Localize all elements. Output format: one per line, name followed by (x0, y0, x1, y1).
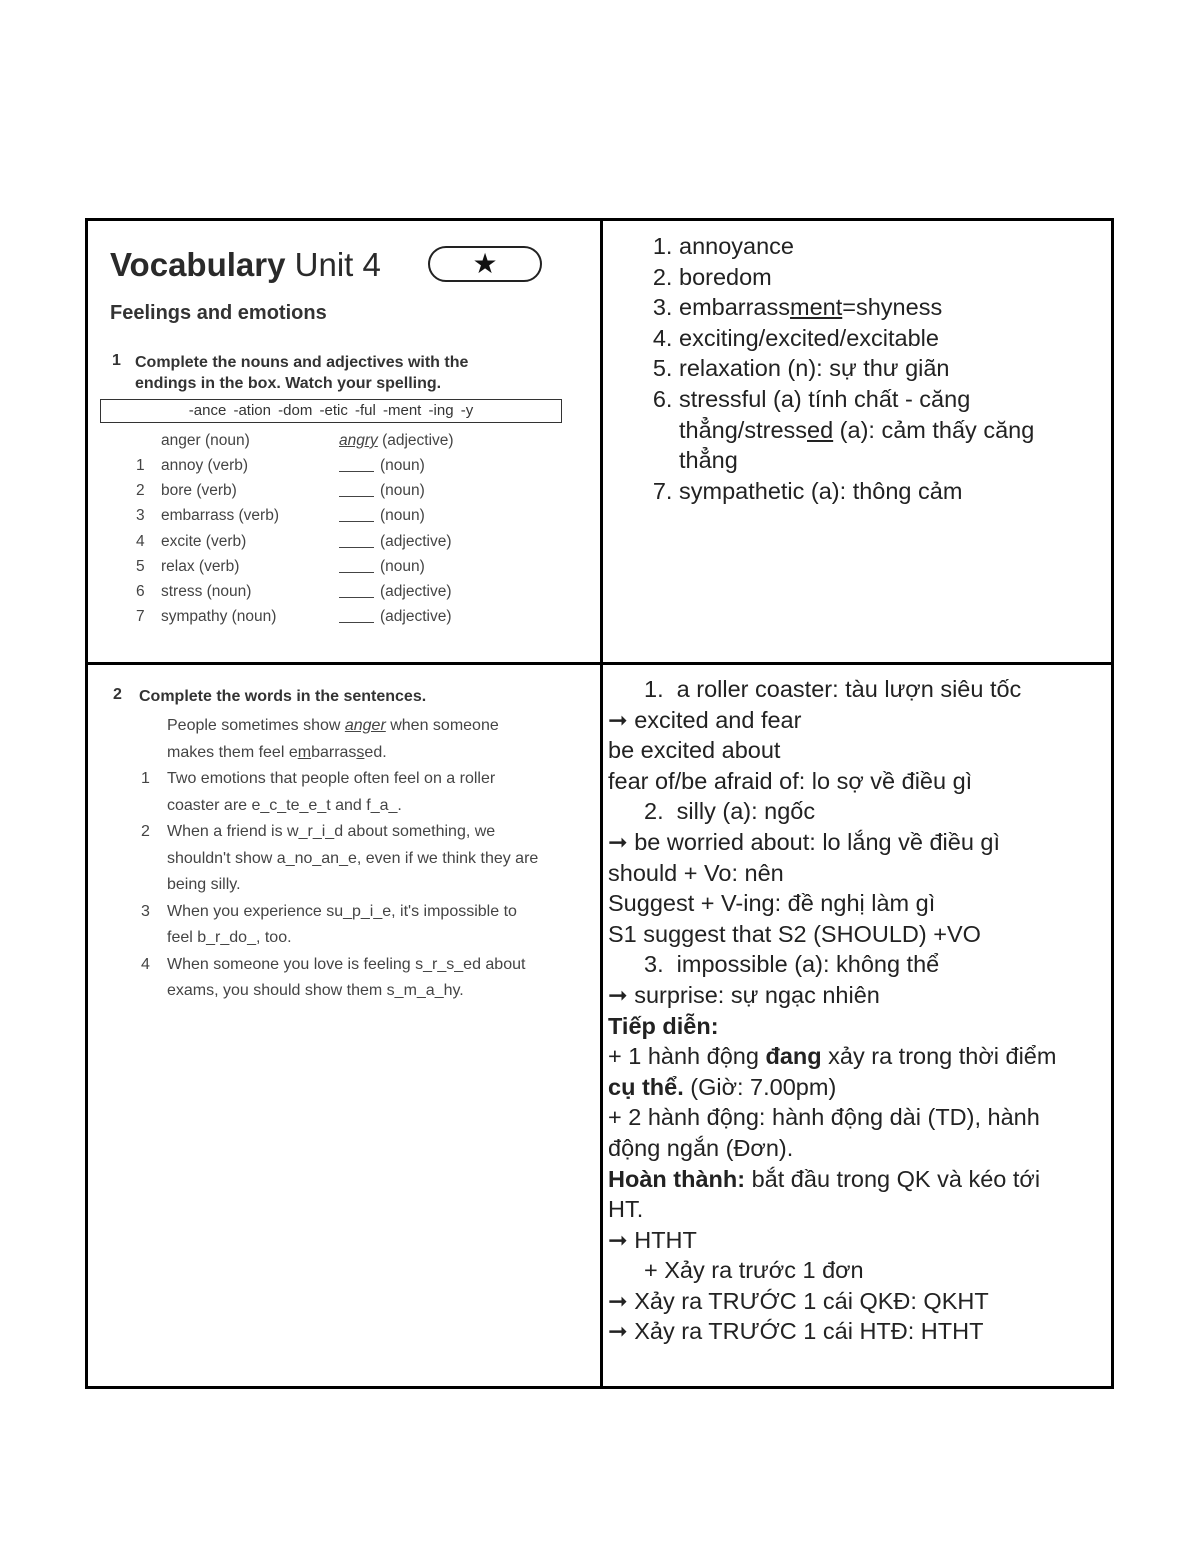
note-line: 3. impossible (a): không thể (644, 951, 940, 978)
item-line: being silly. (167, 876, 241, 893)
row-number: 6 (136, 583, 145, 600)
row-word: embarrass (verb) (161, 507, 279, 525)
row-type: (noun) (380, 457, 425, 474)
note-line: ➞ HTHT (608, 1226, 697, 1253)
row-word: stress (noun) (161, 583, 252, 600)
answer-blank (339, 482, 374, 497)
item-line: When someone you love is feeling s_r_s_ed about (167, 955, 526, 973)
row-number: 5 (136, 557, 145, 575)
item-line: feel b_r_do_, too. (167, 929, 292, 946)
example-type: (adjective) (377, 432, 454, 449)
row-type: (noun) (380, 557, 425, 575)
item-line: When you experience su_p_i_e, it's impossible to (167, 902, 517, 920)
column-divider (600, 221, 603, 1386)
instruction-line: endings in the box. Watch your spelling. (135, 375, 442, 392)
title-bold: Vocabulary (110, 246, 286, 283)
row-number: 4 (136, 532, 145, 550)
note-line: + 2 hành động: hành động dài (TD), hành (608, 1104, 1040, 1131)
note-line: động ngắn (Đơn). (608, 1134, 794, 1161)
row-number: 1 (136, 457, 145, 474)
item-line: shouldn't show a_no_an_e, even if we think they are (167, 849, 539, 867)
exercise-1-instruction (135, 352, 468, 394)
row-word: relax (verb) (161, 557, 240, 575)
note-line: Hoàn thành: bắt đầu trong QK và kéo tới (608, 1165, 1041, 1192)
row-word: bore (verb) (161, 482, 237, 500)
answer-blank (339, 457, 374, 472)
note-line: cụ thể. (Giờ: 7.00pm) (608, 1073, 837, 1100)
note-line: ➞ be worried about: lo lắng về điều gì (608, 828, 1001, 855)
note-line: Suggest + V-ing: đề nghị làm gì (608, 890, 936, 917)
note-line: should + Vo: nên (608, 859, 784, 886)
item-line: When a friend is w_r_i_d about something, we (167, 823, 496, 840)
exercise-1-number: 1 (112, 352, 121, 369)
exercise-2-example (167, 713, 587, 766)
row-type: (noun) (380, 507, 425, 525)
vocabulary-title (110, 246, 381, 284)
item-number: 1 (141, 770, 150, 787)
item-line: coaster are e_c_te_e_t and f_a_. (167, 796, 402, 814)
note-line: ➞ surprise: sự ngạc nhiên (608, 981, 880, 1008)
endings-box: -ance -ation -dom -etic -ful -ment -ing -y (100, 399, 562, 423)
example-line: makes them feel embarrassed. (167, 743, 387, 761)
answer-item: 7. sympathetic (a): thông cảm (679, 476, 1098, 507)
answer-blank (339, 533, 374, 548)
answer-blank (339, 608, 374, 623)
answer-item: 3. embarrassment=shyness (679, 292, 1098, 323)
exercise-2-item (167, 952, 587, 1005)
row-type: (adjective) (380, 583, 452, 600)
answer-item: 2. boredom (679, 262, 1098, 293)
answer-blank (339, 507, 374, 522)
note-line: ➞ Xảy ra TRƯỚC 1 cái QKĐ: QKHT (608, 1287, 989, 1314)
star-icon: ★ (472, 248, 498, 279)
answer-blank (339, 558, 374, 573)
note-line: + 1 hành động đang xảy ra trong thời điểm (608, 1043, 1057, 1070)
exercise-2-item (167, 819, 587, 899)
answers-list-1 (643, 231, 1098, 506)
note-heading: Tiếp diễn: (608, 1012, 719, 1039)
note-line: be excited about (608, 737, 781, 764)
note-line: S1 suggest that S2 (SHOULD) +VO (608, 920, 981, 947)
note-line: 1. a roller coaster: tàu lượn siêu tốc (644, 676, 1022, 702)
item-number: 4 (141, 955, 150, 973)
answer-item: 5. relaxation (n): sự thư giãn (679, 353, 1098, 384)
row-divider (88, 662, 1111, 665)
instruction-line: Complete the nouns and adjectives with the (135, 354, 469, 371)
notes-right-bottom (608, 674, 1103, 1347)
note-line: fear of/be afraid of: lo sợ về điều gì (608, 767, 973, 794)
answer-item: 6. stressful (a) tính chất - căng thẳng/stressed (a): cảm thấy căng thẳng (679, 384, 1098, 476)
exercise-2-number: 2 (113, 686, 122, 703)
note-line: + Xảy ra trước 1 đơn (644, 1257, 864, 1284)
answer-item: 1. annoyance (679, 231, 1098, 262)
title-rest: Unit 4 (285, 246, 381, 283)
note-line: HT. (608, 1196, 644, 1223)
row-number: 7 (136, 608, 145, 626)
row-word: excite (verb) (161, 532, 247, 550)
exercise-2-item (167, 899, 587, 952)
item-line: Two emotions that people often feel on a roller (167, 770, 496, 787)
row-word: annoy (verb) (161, 457, 249, 474)
star-level-badge (428, 246, 542, 282)
row-word: sympathy (noun) (161, 608, 277, 626)
note-line: ➞ Xảy ra TRƯỚC 1 cái HTĐ: HTHT (608, 1318, 984, 1345)
item-line: exams, you should show them s_m_a_hy. (167, 982, 464, 999)
example-answer: angry (339, 432, 378, 449)
exercise-2-instruction: Complete the words in the sentences. (139, 688, 427, 705)
row-number: 3 (136, 507, 145, 525)
exercise-2-item (167, 766, 587, 819)
section-subtitle: Feelings and emotions (110, 302, 327, 324)
row-type: (adjective) (380, 608, 452, 626)
note-line: ➞ excited and fear (608, 706, 802, 733)
item-number: 2 (141, 823, 150, 840)
row-number: 2 (136, 482, 145, 500)
example-line: People sometimes show anger when someone (167, 717, 499, 734)
row-type: (noun) (380, 482, 425, 500)
note-line: 2. silly (a): ngốc (644, 798, 816, 825)
example-word: anger (noun) (161, 432, 250, 449)
answer-item: 4. exciting/excited/excitable (679, 323, 1098, 354)
row-type: (adjective) (380, 532, 452, 550)
item-number: 3 (141, 902, 150, 920)
answer-blank (339, 583, 374, 598)
